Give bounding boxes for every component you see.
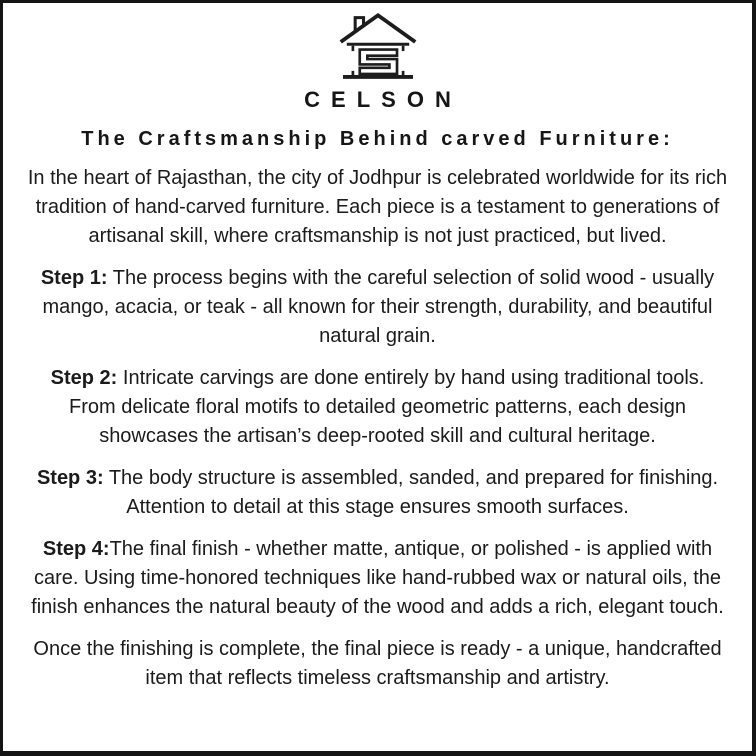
intro-paragraph <box>25 164 730 251</box>
step-1-text: The process begins with the careful selection of solid wood - usually mango, acacia, or teak - all known for their strength, durability, and beautiful natural grain. <box>42 267 715 347</box>
step-2-paragraph <box>25 364 730 451</box>
brand-name: CELSON <box>304 87 462 112</box>
page-title: The Craftsmanship Behind carved Furniture: <box>81 128 674 150</box>
step-3-paragraph <box>25 464 730 522</box>
step-4-label: Step 4: <box>42 538 110 560</box>
step-2-label: Step 2: <box>50 367 118 389</box>
step-1-label: Step 1: <box>40 267 108 289</box>
step-3-label: Step 3: <box>36 467 104 489</box>
step-2-text: Intricate carvings are done entirely by hand using traditional tools. From delicate floral motifs to detailed geometric patterns, each design showcases the artisan’s deep-rooted skill and cultural heritage. <box>69 367 705 447</box>
logo-s-monogram <box>359 50 396 74</box>
step-4-paragraph <box>25 535 730 622</box>
house-monogram-icon <box>323 10 433 80</box>
closing-paragraph <box>25 635 730 693</box>
step-3-text: The body structure is assembled, sanded, and prepared for finishing. Attention to detail at this stage ensures smooth surfaces. <box>103 467 719 518</box>
brand-header <box>3 3 752 151</box>
closing-text: Once the finishing is complete, the final piece is ready - a unique, handcrafted item that reflects timeless craftsmanship and artistry. <box>33 638 722 689</box>
craftsmanship-page <box>3 3 752 693</box>
intro-text: In the heart of Rajasthan, the city of Jodhpur is celebrated worldwide for its rich tradition of hand-carved furniture. Each piece is a testament to generations of artisanal skill, where craftsmanship is not just practiced, but lived. <box>27 167 728 247</box>
article-body <box>3 151 752 693</box>
logo-roof <box>340 15 415 42</box>
step-1-paragraph <box>25 264 730 351</box>
step-4-text: The final finish - whether matte, antique, or polished - is applied with care. Using time-honored techniques like hand-rubbed wax or natural oils, the finish enhances the natural beauty of the wood and adds a rich, elegant touch. <box>31 538 724 618</box>
